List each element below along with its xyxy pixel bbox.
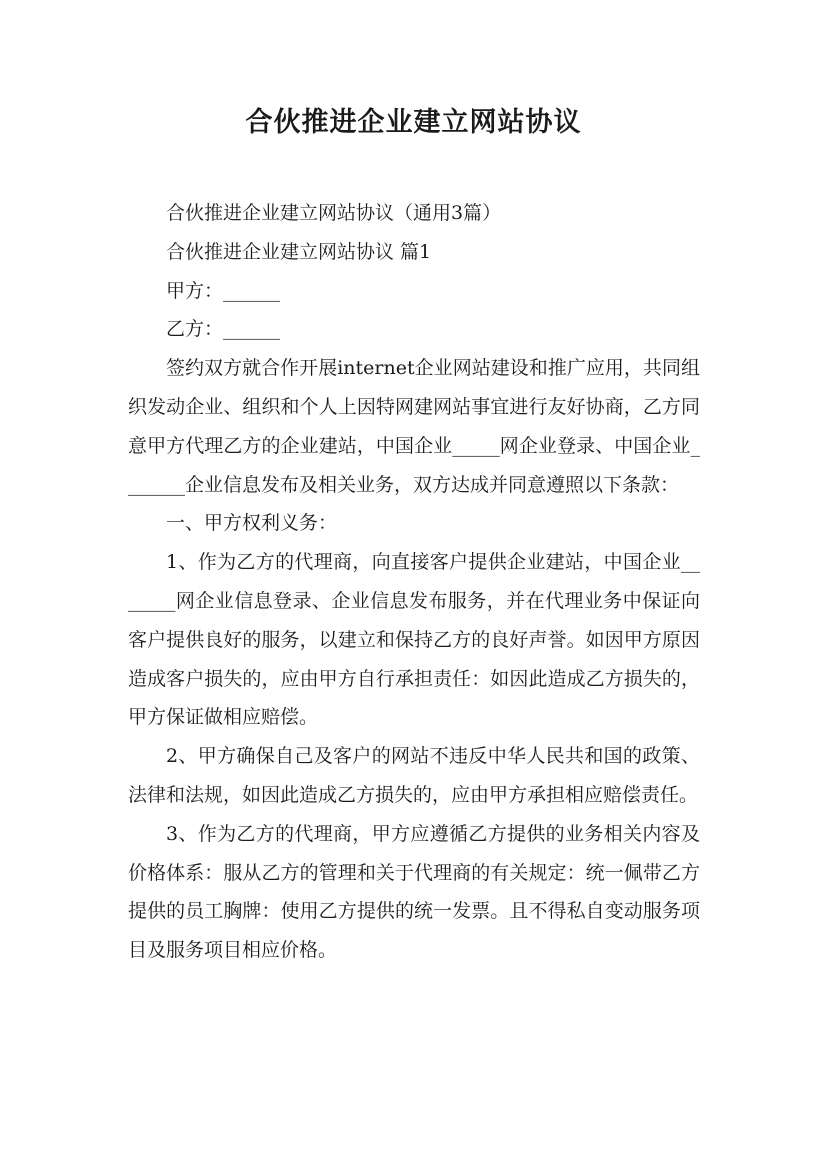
subtitle-paragraph: 合伙推进企业建立网站协议（通用3篇） — [166, 202, 502, 224]
document-body — [128, 194, 700, 970]
intro-paragraph: 签约双方就合作开展internet企业网站建设和推广应用，共同组织发动企业、组织和个人上因特网建网站事宜进行友好协商，乙方同意甲方代理乙方的企业建站，中国企业_____网企业登录、中国企业_______企业信息发布及相关业务，双方达成并同意遵照以下条款： — [128, 357, 700, 496]
clause-heading: 一、甲方权利义务： — [166, 512, 338, 535]
clause-paragraph: 3、作为乙方的代理商，甲方应遵循乙方提供的业务相关内容及价格体系：服从乙方的管理和关于代理商的有关规定：统一佩带乙方提供的员工胸牌：使用乙方提供的统一发票。且不得私自变动服务项目及服务项目相应价格。 — [128, 822, 700, 962]
clause-paragraph: 2、甲方确保自己及客户的网站不违反中华人民共和国的政策、法律和法规，如因此造成乙方损失的，应由甲方承担相应赔偿责任。 — [128, 745, 700, 806]
section-heading: 合伙推进企业建立网站协议 篇1 — [166, 240, 432, 263]
document-title: 合伙推进企业建立网站协议 — [245, 107, 582, 138]
party-a-line: 甲方：______ — [166, 279, 281, 302]
clause-paragraph: 1、作为乙方的代理商，向直接客户提供企业建站，中国企业_______网企业信息登录、企业信息发布服务，并在代理业务中保证向客户提供良好的服务，以建立和保持乙方的良好声誉。如因甲方原因造成客户损失的，应由甲方自行承担责任：如因此造成乙方损失的，甲方保证做相应赔偿。 — [128, 551, 700, 729]
party-b-line: 乙方：______ — [166, 318, 281, 341]
